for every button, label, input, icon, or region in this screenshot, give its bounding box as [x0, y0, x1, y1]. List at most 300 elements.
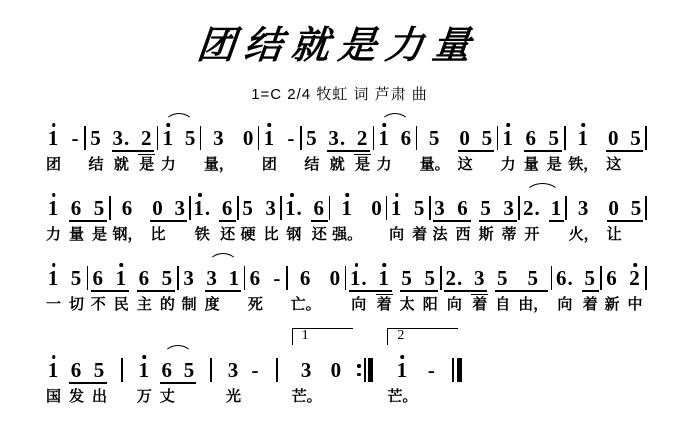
beam-line — [311, 220, 328, 222]
lyric-syllable: 让 — [606, 226, 622, 243]
note-group — [241, 189, 256, 244]
note-digit: 5 — [90, 126, 102, 150]
note-group — [264, 189, 279, 244]
note-cell — [329, 259, 343, 314]
barline — [645, 196, 647, 220]
barline — [600, 266, 602, 290]
barline — [518, 196, 520, 220]
note-group — [46, 119, 61, 174]
lyric-syllable: 新 — [604, 296, 620, 313]
note-digit: 1 — [340, 189, 354, 219]
measure — [389, 189, 427, 244]
note-cell — [150, 189, 165, 244]
note-digit: 5 — [480, 196, 492, 220]
note-digit: 5 — [527, 266, 539, 290]
note-group — [291, 259, 321, 314]
note-digit: 0 — [459, 126, 471, 150]
note-digit: 1 — [390, 189, 404, 219]
note-group — [69, 189, 107, 244]
note-group — [606, 119, 643, 174]
note-digit: 1 — [550, 196, 563, 220]
note-cell — [583, 259, 598, 314]
note-cell — [220, 189, 235, 244]
note-cell — [182, 259, 197, 314]
note-cell — [92, 351, 107, 406]
note-group — [69, 351, 107, 406]
lyric-syllable: 力 — [46, 226, 62, 243]
note-cell — [160, 351, 175, 406]
note-cell — [284, 189, 304, 244]
lyric-syllable: 自 — [495, 296, 511, 313]
note-group — [204, 119, 234, 174]
note-group — [412, 189, 427, 244]
barline-thick — [457, 358, 462, 382]
lyric-syllable: 力 — [160, 156, 176, 173]
note-digit: - — [427, 358, 436, 382]
note-cell — [112, 119, 132, 174]
note-digit: 1. — [192, 189, 212, 219]
note-digit: 1 — [47, 259, 61, 289]
lyric-syllable: 是 — [92, 226, 108, 243]
note-digit: 2 — [356, 126, 369, 150]
lyric-syllable: 太 — [399, 296, 415, 313]
barline — [286, 266, 288, 290]
key-meter-credits: 1=C 2/4 牧虹 词 芦肃 曲 — [251, 86, 428, 103]
measure — [332, 189, 384, 244]
note-cell — [112, 189, 142, 244]
lyric-syllable: 这 — [606, 156, 622, 173]
lyric-syllable: 芒。 — [291, 388, 322, 405]
note-cell — [160, 259, 175, 314]
note-digit: 6 — [400, 126, 413, 150]
lyric-syllable: 亡。 — [290, 296, 321, 313]
note-digit: 5 — [496, 266, 509, 290]
lyric-syllable: 还 — [311, 226, 327, 243]
note-digit: 2. — [445, 266, 464, 290]
note-group — [400, 259, 438, 314]
note-group — [522, 189, 563, 244]
note-cell — [370, 189, 384, 244]
note-cell — [285, 119, 298, 174]
note-group — [555, 259, 575, 314]
note-group — [112, 189, 142, 244]
barline — [280, 196, 282, 220]
note-cell — [606, 119, 621, 174]
note-cell — [550, 189, 564, 244]
note-cell — [444, 259, 464, 314]
measure — [501, 119, 562, 174]
note-cell — [69, 119, 82, 174]
measure — [568, 119, 643, 174]
lyric-syllable: 着 — [412, 226, 428, 243]
measure — [204, 119, 256, 174]
note-group — [112, 119, 155, 174]
note-cell — [204, 119, 234, 174]
measure — [91, 259, 175, 314]
lyric-syllable: 开 — [524, 226, 540, 243]
note-group — [160, 351, 197, 406]
note-cell — [377, 119, 392, 174]
lyric-syllable: 量 — [69, 226, 85, 243]
note-group — [569, 189, 599, 244]
note-cell — [137, 351, 152, 406]
note-group — [387, 351, 417, 406]
note-cell — [433, 189, 448, 244]
note-cell — [46, 259, 61, 314]
lyric-syllable: 蒂 — [501, 226, 517, 243]
repeat-dot — [357, 364, 361, 368]
barline — [452, 358, 454, 382]
note-cell — [400, 259, 415, 314]
measure — [46, 189, 107, 244]
lyric-syllable: 钢 — [286, 226, 302, 243]
note-cell — [69, 189, 84, 244]
lyric-syllable: 火， — [568, 226, 599, 243]
lyric-syllable: 切 — [69, 296, 85, 313]
note-group — [89, 119, 104, 174]
octave-dot — [52, 263, 56, 267]
note-digit: 6 — [121, 196, 134, 220]
measure — [241, 189, 279, 244]
volta-number: 1 — [301, 328, 309, 343]
note-cell — [522, 189, 542, 244]
note-cell — [423, 259, 438, 314]
barline — [551, 266, 553, 290]
barline — [416, 126, 418, 150]
octave-dot — [401, 355, 405, 359]
note-group — [330, 351, 344, 406]
note-digit: 1 — [115, 259, 129, 289]
note-digit: 2. — [523, 196, 541, 220]
note-cell — [264, 189, 279, 244]
note-cell — [304, 119, 319, 174]
note-group — [458, 119, 495, 174]
note-digit: 5 — [93, 196, 106, 220]
note-digit: - — [251, 358, 260, 382]
note-cell — [46, 189, 61, 244]
lyric-syllable: 斯 — [478, 226, 494, 243]
volta-number: 2 — [397, 328, 405, 343]
lyric-syllable: 阳 — [422, 296, 438, 313]
note-digit: 0 — [242, 126, 255, 150]
note-cell — [292, 351, 322, 406]
note-digit: 6 — [299, 266, 312, 290]
lyric-syllable: 结 — [88, 156, 104, 173]
octave-dot — [167, 123, 171, 127]
barline — [429, 196, 431, 220]
note-cell — [69, 351, 84, 406]
octave-dot — [395, 193, 399, 197]
barline — [157, 126, 159, 150]
note-cell — [205, 259, 220, 314]
note-cell — [458, 119, 473, 174]
lyric-syllable: 光 — [225, 388, 241, 405]
note-digit: 5 — [630, 126, 642, 150]
note-group — [304, 119, 319, 174]
note-digit: 5 — [242, 196, 254, 220]
repeat-dots — [357, 358, 361, 382]
note-group — [425, 351, 438, 406]
lyric-syllable: 向 — [351, 296, 367, 313]
volta-bracket — [292, 328, 354, 345]
note-cell — [630, 189, 644, 244]
barline — [84, 126, 86, 150]
measure — [46, 119, 82, 174]
barline — [329, 196, 331, 220]
lyric-syllable: 国 — [46, 388, 62, 405]
lyric-syllable: 着 — [582, 296, 598, 313]
measure — [444, 259, 548, 314]
beam-line — [549, 220, 565, 222]
note-digit: 5 — [183, 358, 196, 382]
measure — [420, 119, 495, 174]
lyric-syllable: 就 — [113, 156, 129, 173]
barline — [177, 266, 179, 290]
note-cell — [226, 351, 241, 406]
barline — [364, 358, 366, 382]
note-digit: 5 — [481, 126, 494, 150]
note-digit: 5 — [184, 126, 197, 150]
note-group — [248, 259, 263, 314]
octave-dot — [290, 193, 294, 197]
note-digit: - — [273, 266, 282, 290]
note-cell — [456, 189, 471, 244]
lyric-syllable: 芒。 — [387, 388, 418, 405]
note-group — [292, 351, 322, 406]
note-group — [332, 189, 362, 244]
note-cell — [271, 259, 284, 314]
measure — [291, 328, 344, 406]
barline — [189, 196, 191, 220]
lyric-syllable: 量。 — [419, 156, 450, 173]
note-cell — [183, 351, 197, 406]
note-digit: 3 — [213, 126, 225, 150]
note-digit: 6 — [138, 266, 151, 290]
note-digit: 1 — [47, 189, 61, 219]
note-cell — [501, 119, 516, 174]
octave-dot — [120, 263, 124, 267]
octave-dot — [268, 123, 272, 127]
barline — [386, 196, 388, 220]
note-group — [262, 119, 277, 174]
note-cell — [420, 119, 450, 174]
note-digit: 1. — [349, 259, 369, 289]
measure — [262, 119, 298, 174]
note-digit: 3 — [577, 196, 590, 220]
measure — [291, 259, 343, 314]
note-digit: 6. — [556, 266, 574, 290]
lyric-syllable: 向 — [389, 226, 405, 243]
note-group — [312, 189, 327, 244]
barline — [645, 126, 647, 150]
lyric-syllable: 民 — [113, 296, 129, 313]
note-group — [444, 259, 487, 314]
note-group — [495, 259, 548, 314]
lyric-syllable: 比 — [150, 226, 166, 243]
octave-dot — [345, 193, 349, 197]
note-group — [137, 351, 152, 406]
lyric-syllable: 铁， — [568, 156, 599, 173]
note-digit: 0 — [329, 266, 342, 290]
note-cell — [412, 189, 427, 244]
note-cell — [249, 351, 262, 406]
note-digit: 1 — [137, 351, 151, 381]
note-digit: 3 — [434, 196, 446, 220]
note-cell — [173, 189, 187, 244]
octave-dot — [355, 263, 359, 267]
note-group — [271, 259, 284, 314]
note-cell — [262, 119, 277, 174]
octave-dot — [506, 123, 510, 127]
note-digit: 5 — [70, 266, 83, 290]
octave-dot — [142, 355, 146, 359]
note-group — [501, 119, 516, 174]
lyric-syllable: 制 — [181, 296, 197, 313]
note-digit: 6 — [221, 196, 234, 220]
lyric-syllable: 力 — [500, 156, 516, 173]
measure — [137, 351, 197, 406]
lyric-syllable: 量， — [203, 156, 234, 173]
lyric-syllable: 结 — [304, 156, 320, 173]
lyric-syllable: 主 — [136, 296, 152, 313]
note-cell — [607, 189, 622, 244]
lyric-syllable: 出 — [92, 388, 108, 405]
octave-dot — [52, 193, 56, 197]
note-digit: 3 — [473, 266, 486, 290]
lyric-syllable: 是 — [546, 156, 562, 173]
note-group — [377, 119, 414, 174]
note-cell — [377, 259, 392, 314]
note-cell — [330, 351, 344, 406]
note-cell — [425, 351, 438, 406]
note-cell — [629, 119, 643, 174]
measure — [248, 259, 284, 314]
note-digit: 0 — [152, 196, 164, 220]
note-digit: 6 — [313, 196, 325, 220]
barline — [564, 126, 566, 150]
barline — [109, 196, 111, 220]
barline — [345, 266, 347, 290]
note-group — [69, 119, 82, 174]
lyric-syllable: 铁 — [194, 226, 210, 243]
note-group — [479, 189, 517, 244]
note-group — [137, 259, 175, 314]
measure — [182, 259, 242, 314]
octave-dot — [581, 123, 585, 127]
note-cell — [479, 189, 494, 244]
beam-line — [354, 154, 371, 156]
octave-dot — [382, 263, 386, 267]
note-digit: 6 — [525, 126, 537, 150]
lyric-syllable: 度 — [204, 296, 220, 313]
octave-dot — [198, 193, 202, 197]
note-digit: 3 — [503, 196, 515, 220]
note-group — [91, 259, 129, 314]
note-group — [327, 119, 370, 174]
note-digit: 5 — [424, 266, 436, 290]
note-cell — [389, 189, 404, 244]
score-line — [46, 189, 647, 244]
note-group — [220, 189, 235, 244]
note-digit: 1 — [47, 351, 61, 381]
note-cell — [349, 259, 369, 314]
barline-thick — [368, 358, 373, 382]
note-digit: 6 — [161, 358, 173, 382]
note-digit: - — [287, 126, 296, 150]
song-title: 团结就是力量 — [195, 22, 482, 67]
barline — [300, 126, 302, 150]
octave-dot — [633, 263, 637, 267]
note-cell — [69, 259, 84, 314]
measure — [522, 189, 563, 244]
note-cell — [184, 119, 198, 174]
note-digit: 5 — [428, 126, 441, 150]
measure — [284, 189, 327, 244]
note-digit: 6 — [70, 196, 83, 220]
note-digit: 6 — [70, 358, 83, 382]
lyric-syllable: 一 — [46, 296, 62, 313]
note-group — [607, 189, 644, 244]
barline — [565, 196, 567, 220]
measure — [46, 259, 84, 314]
barline — [244, 266, 246, 290]
note-group — [605, 259, 620, 314]
lyric-syllable: 着 — [376, 296, 392, 313]
note-group — [46, 351, 61, 406]
note-digit: 6 — [457, 196, 469, 220]
barline — [121, 358, 123, 382]
note-digit: 3 — [265, 196, 277, 220]
note-digit: - — [71, 126, 80, 150]
note-cell — [400, 119, 414, 174]
measure — [161, 119, 198, 174]
barline — [210, 358, 212, 382]
note-group — [285, 119, 298, 174]
note-group — [349, 259, 392, 314]
lyric-syllable: 硬 — [240, 226, 256, 243]
barline — [237, 196, 239, 220]
note-cell — [46, 119, 61, 174]
note-cell — [568, 119, 598, 174]
lyric-syllable: 丈 — [159, 388, 175, 405]
note-group — [370, 189, 384, 244]
note-digit: 5 — [584, 266, 596, 290]
octave-dot — [382, 123, 386, 127]
note-digit: 3 — [300, 358, 313, 382]
note-cell — [228, 259, 242, 314]
measure — [112, 189, 187, 244]
note-digit: 1 — [47, 119, 61, 149]
note-digit: 5 — [630, 196, 643, 220]
note-cell — [192, 189, 212, 244]
note-digit: 2 — [628, 259, 642, 289]
lyric-syllable: 发 — [69, 388, 85, 405]
note-cell — [161, 119, 176, 174]
note-group — [205, 259, 242, 314]
note-digit: 5 — [401, 266, 413, 290]
note-group — [583, 259, 598, 314]
lyric-syllable: 万 — [136, 388, 152, 405]
beam-line — [376, 294, 393, 296]
barline — [440, 266, 442, 290]
score-line — [46, 119, 647, 174]
octave-dot — [52, 123, 56, 127]
score — [0, 119, 679, 406]
note-cell — [241, 189, 256, 244]
note-cell — [502, 189, 517, 244]
note-digit: 0 — [330, 358, 343, 382]
note-cell — [387, 351, 417, 406]
